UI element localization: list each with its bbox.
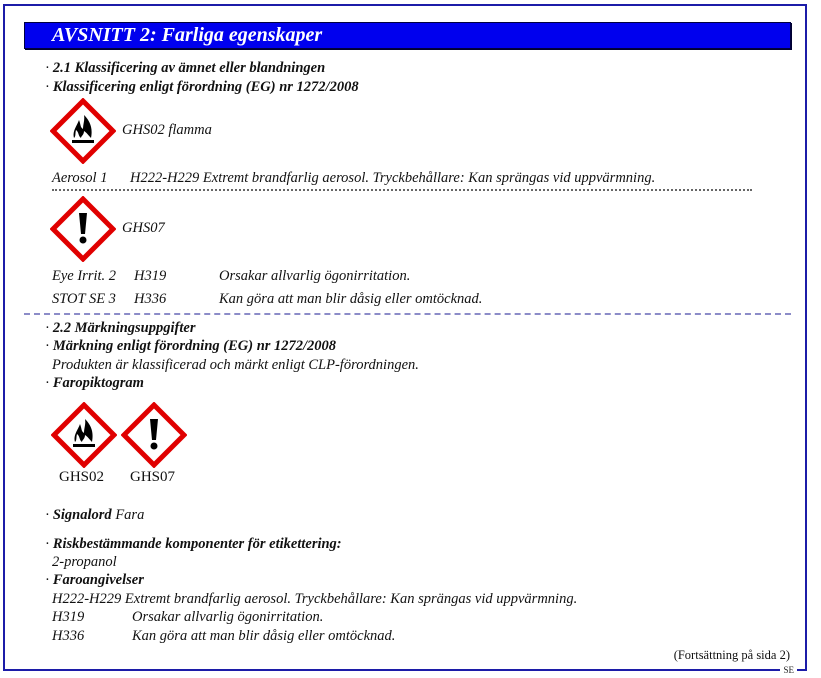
heading-2-1: · 2.1 Klassificering av ämnet eller blandningen: [45, 60, 326, 76]
ghs07-label: GHS07: [122, 220, 165, 236]
exclamation-icon: [121, 402, 187, 468]
signal-word: · Signalord Fara: [45, 507, 145, 523]
classification-row: STOT SE 3 H336 Kan göra att man blir dåsig eller omtöcknad.: [52, 291, 483, 307]
section-title: AVSNITT 2: Farliga egenskaper: [52, 24, 323, 46]
pictogram-caption: GHS07: [130, 469, 176, 485]
subheading-classification: · Klassificering enligt förordning (EG) nr 1272/2008: [45, 79, 359, 95]
dotted-separator: [52, 189, 752, 191]
clp-note: Produkten är klassificerad och märkt enligt CLP-förordningen.: [52, 357, 419, 373]
pictogram-caption: GHS02: [59, 469, 105, 485]
continuation-note: (Fortsättning på sida 2): [673, 648, 790, 662]
dashed-separator: [24, 313, 791, 315]
pictograms-heading: · Faropiktogram: [45, 375, 144, 391]
ghs02-label: GHS02 flamma: [122, 122, 212, 138]
hazard-row: H336 Kan göra att man blir dåsig eller omtöcknad.: [52, 628, 396, 644]
hazard-row: H222-H229 Extremt brandfarlig aerosol. Tryckbehållare: Kan sprängas vid uppvärmning.: [52, 591, 578, 607]
hazard-row: H319 Orsakar allvarlig ögonirritation.: [52, 609, 324, 625]
flame-icon: [50, 98, 116, 164]
subheading-labelling: · Märkning enligt förordning (EG) nr 1272/2008: [45, 338, 337, 354]
exclamation-icon: [50, 196, 116, 262]
components-value: 2-propanol: [52, 554, 117, 570]
classification-row: Aerosol 1 H222-H229 Extremt brandfarlig aerosol. Tryckbehållare: Kan sprängas vid uppvärmning.: [52, 170, 656, 186]
classification-row: Eye Irrit. 2 H319 Orsakar allvarlig ögonirritation.: [52, 268, 411, 284]
flame-icon: [51, 402, 117, 468]
section-header: [24, 22, 791, 49]
hazard-statements-heading: · Faroangivelser: [45, 572, 144, 588]
components-heading: · Riskbestämmande komponenter för etikettering:: [45, 536, 342, 552]
heading-2-2: · 2.2 Märkningsuppgifter: [45, 320, 196, 336]
language-tag: SE: [780, 665, 797, 675]
